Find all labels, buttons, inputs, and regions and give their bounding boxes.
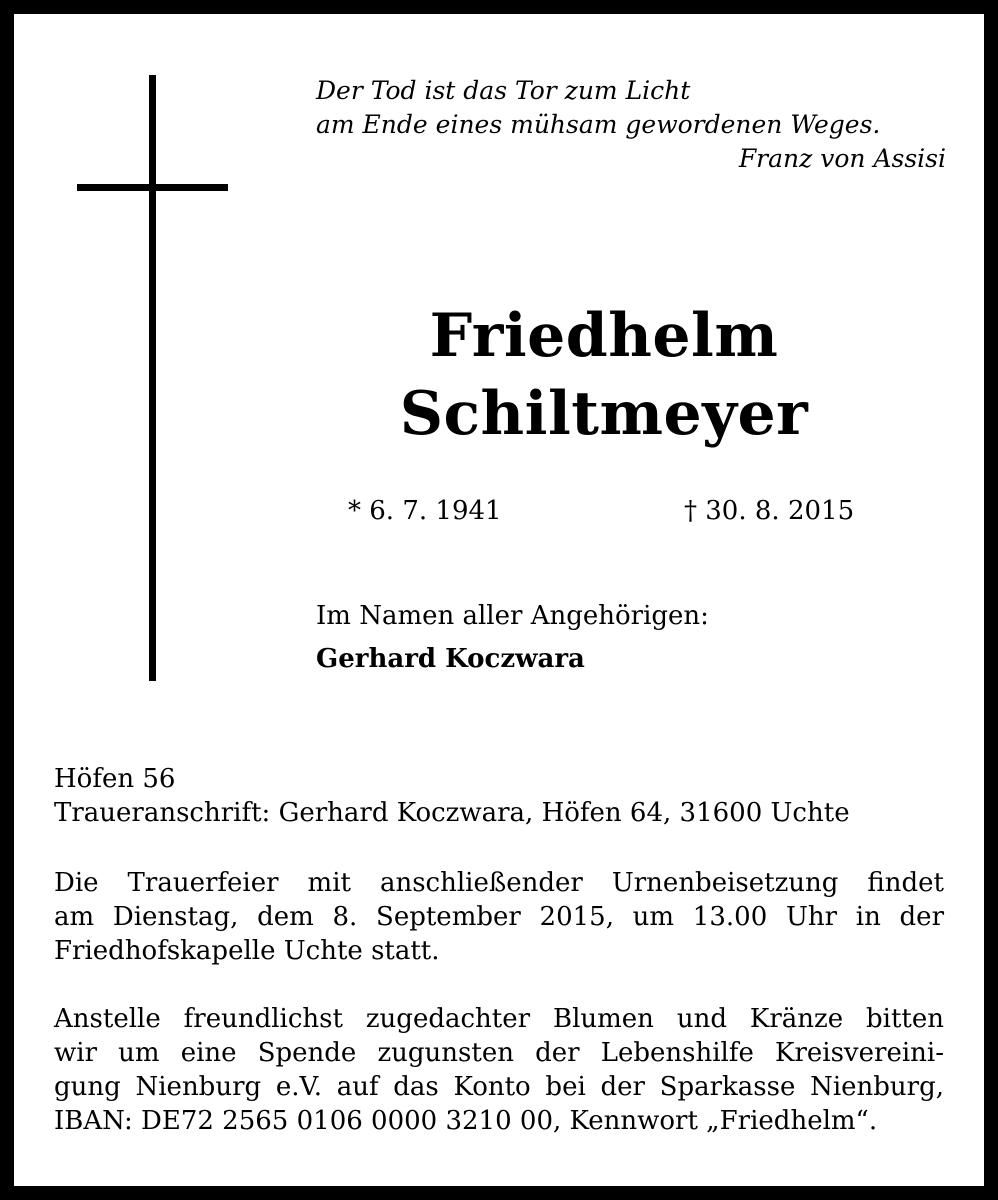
cross-horizontal-beam (77, 184, 228, 191)
memorial-quote (316, 74, 946, 176)
quote-author: Franz von Assisi (738, 144, 946, 173)
deceased-last-name: Schiltmeyer (399, 379, 809, 449)
paragraph-line: wir um eine Spende zugunsten der Lebenshilfe Kreisvereini- (54, 1038, 944, 1068)
paragraph-line: IBAN: DE72 2565 0106 0000 3210 00, Kennwort „Friedhelm“. (54, 1106, 878, 1136)
quote-line: am Ende eines mühsam gewordenen Weges. (316, 110, 881, 139)
mourning-address: Traueranschrift: Gerhard Koczwara, Höfen 64, 31600 Uchte (54, 798, 850, 828)
death-date: † 30. 8. 2015 (684, 496, 855, 526)
ceremony-paragraph (54, 866, 944, 968)
donation-paragraph (54, 1002, 944, 1138)
paragraph-line: Friedhofskapelle Uchte statt. (54, 936, 440, 966)
paragraph-line: Die Trauerfeier mit anschließender Urnenbeisetzung findet (54, 868, 944, 898)
quote-line: Der Tod ist das Tor zum Licht (316, 76, 691, 105)
deceased-first-name: Friedhelm (429, 301, 779, 371)
deceased-name (294, 297, 914, 453)
residence-address: Höfen 56 (54, 764, 176, 794)
paragraph-line: Anstelle freundlichst zugedachter Blumen und Kränze bitten (54, 1004, 944, 1034)
paragraph-line: am Dienstag, dem 8. September 2015, um 13.00 Uhr in der (54, 902, 944, 932)
cross-vertical-beam (149, 75, 156, 681)
obituary-notice (14, 14, 984, 1186)
paragraph-line: gung Nienburg e.V. auf das Konto bei der Sparkasse Nienburg, (54, 1072, 944, 1102)
mourner-name: Gerhard Koczwara (316, 644, 585, 674)
address-block (54, 762, 850, 830)
mourners-label: Im Namen aller Angehörigen: (316, 601, 709, 631)
birth-date: * 6. 7. 1941 (348, 496, 502, 526)
